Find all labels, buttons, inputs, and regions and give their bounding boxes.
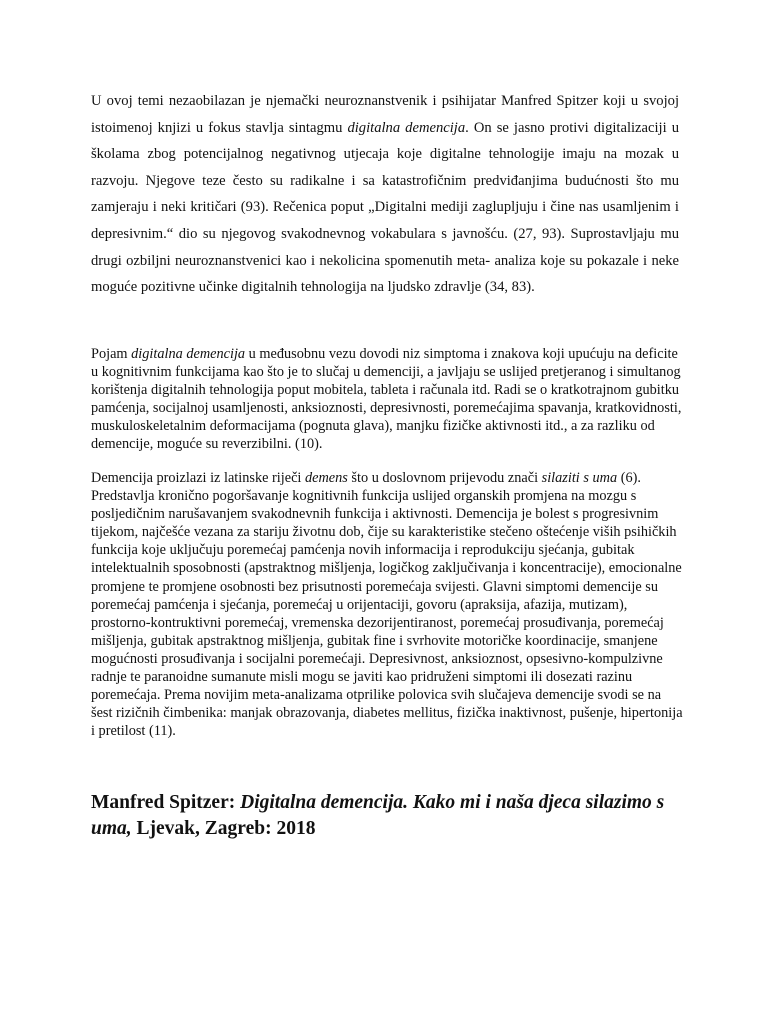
paragraph-text: U ovoj temi nezaobilazan je njemački neuroznanstvenik i psihijatar Manfred Spitzer koji u svojoj istoimenoj knjizi u fokus stavlja sintagmu bbox=[91, 93, 679, 136]
italic-term: digitalna demencija bbox=[347, 119, 466, 136]
italic-term: silaziti s uma bbox=[541, 470, 618, 486]
paragraph-text: . On se jasno protivi digitalizaciji u školama zbog potencijalnog negativnog utjecaja koje digitalne tehnologije imaju na mozak u razvoju. Njegove teze često su radikalne i sa katastrofičnim predviđanjima budućnosti što mu zamjeraju i neki kritičari (93). Rečenica poput „Digitalni mediji zaglupljuju i čine nas usamljenim i depresivnim.“ dio su njegovog svakodnevnog vokabulara s javnošću. (27, 93). Suprostavljaju mu drugi ozbiljni neuroznanstvenici kao i nekolicina spomenutih meta- analiza koje su pokazale i neke moguće pozitivne učinke digitalnih tehnologija na ljudsko zdravlje (34, 83). bbox=[91, 119, 679, 296]
reference-title: Digitalna demencija. Kako mi i naša djeca silazimo s uma, bbox=[91, 792, 665, 839]
book-reference bbox=[91, 790, 691, 842]
paragraph-dementia-description bbox=[91, 469, 683, 740]
paragraph-text: Demencija proizlazi iz latinske riječi bbox=[91, 470, 305, 486]
paragraph-digital-dementia-definition bbox=[91, 345, 683, 453]
italic-term: demens bbox=[304, 470, 348, 486]
paragraph-text: (6). Predstavlja kronično pogoršavanje kognitivnih funkcija uslijed organskih promjena na mozgu s posljedičnim narušavanjem svakodnevnih funkcija i aktivnosti. Demencija je bolest s progresivnim tijekom, najčešće vezana za stariju životnu dob, čije su karakteristike stečeno oštećenje viših psihičkih funkcija koje uključuju poremećaj pamćenja novih informacija i reprodukciju sjećanja, gubitak intelektualnih sposobnosti (apstraktnog mišljenja, logičkog zaključivanja i koncentracije), emocionalne promjene te promjene osobnosti bez prisutnosti poremećaja svijesti. Glavni simptomi demencije su poremećaj pamćenja i sjećanja, poremećaj u orijentaciji, govoru (apraksija, afazija, mutizam), prostorno-kontruktivni poremećaj, vremenska dezorijentiranost, poremećaj prosuđivanja, poremećaj mišljenja, gubitak apstraktnog mišljenja, gubitak fine i svrhovite motoričke koordinacije, smanjene mogućnosti prosuđivanja i socijalni poremećaji. Depresivnost, anksioznost, opsesivno-kompulzivne radnje te paranoidne sumanute misli mogu se javiti kao pridruženi simptomi ili dosezati razinu poremećaja. Prema novijim meta-analizama otprilike polovica svih slučajeva demencije svodi se na šest rizičnih čimbenika: manjak obrazovanja, diabetes mellitus, fizička inaktivnost, pušenje, hipertonija i pretilost (11). bbox=[91, 470, 683, 740]
reference-author: Manfred Spitzer: bbox=[91, 792, 241, 813]
paragraph-spitzer-intro bbox=[91, 88, 679, 301]
paragraph-text: što u doslovnom prijevodu znači bbox=[347, 470, 542, 486]
italic-term: digitalna demencija bbox=[131, 346, 246, 362]
reference-publisher: Ljevak, Zagreb: 2018 bbox=[131, 818, 316, 839]
paragraph-text: u međusobnu vezu dovodi niz simptoma i znakova koji upućuju na deficite u kognitivnim funkcijama kao što je to slučaj u demenciji, a javljaju se uslijed pretjeranog i simultanog korištenja digitalnih tehnologija poput mobitela, tableta i računala itd. Radi se o kratkotrajnom gubitku pamćenja, socijalnoj usamljenosti, anksioznosti, depresivnosti, poremećajima spavanja, kratkovidnosti, muskuloskeletalnim deformacijama (pognuta glava), manjku fizičke aktivnosti itd., a za razliku od demencije, moguće su reverzibilni. (10). bbox=[91, 346, 682, 452]
paragraph-text: Pojam bbox=[91, 346, 132, 362]
